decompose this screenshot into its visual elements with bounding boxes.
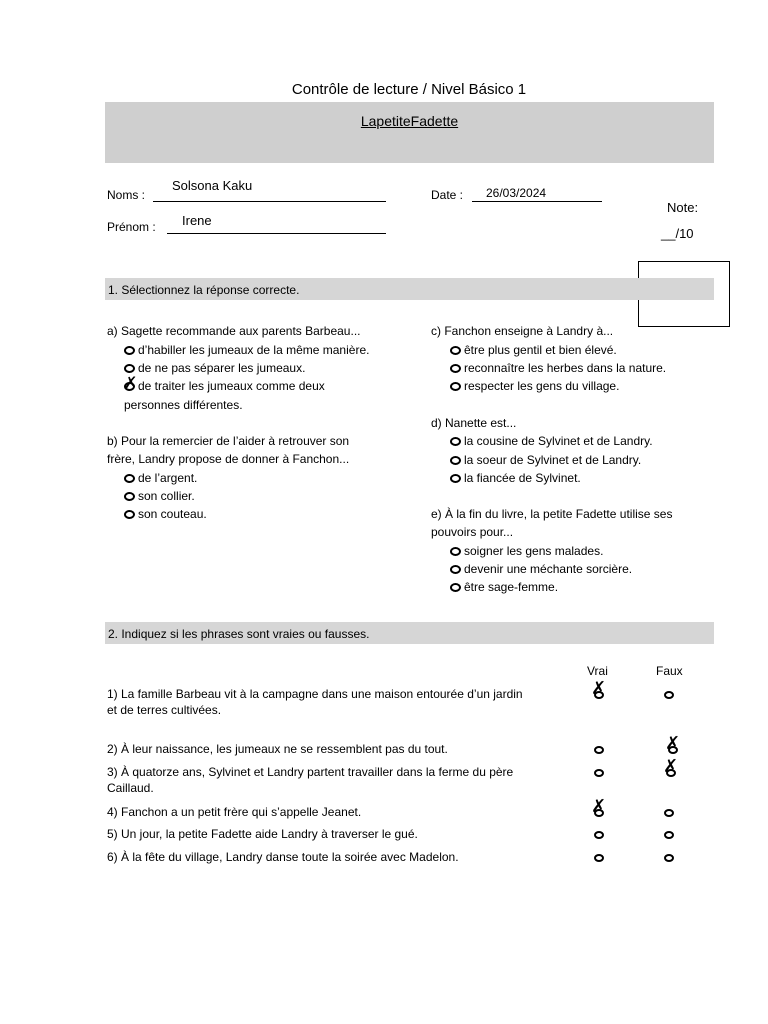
radio-icon[interactable] [450,437,461,446]
question-a-option-1[interactable]: d’habiller les jumeaux de la même manière. [124,343,369,357]
question-e-option-1[interactable]: soigner les gens malades. [450,544,603,558]
statement-1: 1) La famille Barbeau vit à la campagne dans une maison entourée d’un jardin [107,687,523,701]
faux-column-header: Faux [656,664,683,678]
date-line [472,201,602,202]
vrai-column-header: Vrai [587,664,608,678]
statement-4-vrai-checked-icon[interactable]: ✗ [591,796,607,817]
question-b-option-3[interactable]: son couteau. [124,507,207,521]
question-e-option-2[interactable]: devenir une méchante sorcière. [450,562,632,576]
question-a-option-3-continuation: personnes différentes. [124,398,243,412]
checked-radio-icon[interactable] [124,382,135,391]
question-d-option-2[interactable]: la soeur de Sylvinet et de Landry. [450,453,641,467]
statement-1-faux-radio-icon[interactable] [664,691,674,696]
date-value[interactable]: 26/03/2024 [486,186,547,200]
date-label: Date : [431,188,464,202]
statement-3: 3) À quatorze ans, Sylvinet et Landry partent travailler dans la ferme du père [107,765,514,779]
question-d-option-3[interactable]: la fiancée de Sylvinet. [450,471,581,485]
question-c-prompt: c) Fanchon enseigne à Landry à... [431,324,614,338]
statement-3-vrai-radio-icon[interactable] [594,769,604,774]
question-b-prompt-line2: frère, Landry propose de donner à Fanchon... [107,452,350,466]
question-c-option-3[interactable]: respecter les gens du village. [450,379,619,393]
radio-icon[interactable] [124,510,135,519]
statement-2-faux-checked-icon[interactable]: ✗ [665,733,681,754]
prenom-label: Prénom : [107,220,156,234]
question-a-prompt: a) Sagette recommande aux parents Barbeau... [107,324,361,338]
section-1-heading: 1. Sélectionnez la réponse correcte. [108,283,300,297]
question-a-option-3[interactable]: ✗ de traiter les jumeaux comme deux [124,379,325,393]
radio-icon[interactable] [450,565,461,574]
question-e-option-3[interactable]: être sage-femme. [450,580,558,594]
statement-4: 4) Fanchon a un petit frère qui s’appelle Jeanet. [107,805,362,819]
radio-icon[interactable] [450,346,461,355]
question-b-prompt: b) Pour la remercier de l’aider à retrouver son [107,434,350,448]
question-b-option-2[interactable]: son collier. [124,489,195,503]
question-c-option-1[interactable]: être plus gentil et bien élevé. [450,343,617,357]
radio-icon[interactable] [450,382,461,391]
statement-6-vrai-radio-icon[interactable] [594,854,604,859]
statement-6: 6) À la fête du village, Landry danse toute la soirée avec Madelon. [107,850,459,864]
statement-5: 5) Un jour, la petite Fadette aide Landry à traverser le gué. [107,827,418,841]
statement-5-faux-radio-icon[interactable] [664,831,674,836]
statement-2: 2) À leur naissance, les jumeaux ne se ressemblent pas du tout. [107,742,448,756]
question-e-prompt: e) À la fin du livre, la petite Fadette utilise ses [431,507,673,521]
question-b-option-1[interactable]: de l’argent. [124,471,197,485]
note-label: Note: [667,200,699,215]
radio-icon[interactable] [450,547,461,556]
statement-4-faux-radio-icon[interactable] [664,809,674,814]
book-title-banner [105,102,714,163]
page-title: Contrôle de lecture / Nivel Básico 1 [291,81,527,98]
noms-label: Noms : [107,188,146,202]
radio-icon[interactable] [124,492,135,501]
section-1-header [105,278,714,300]
radio-icon[interactable] [450,456,461,465]
book-title: LapetiteFadette [360,113,459,129]
statement-2-vrai-radio-icon[interactable] [594,746,604,751]
question-d-option-1[interactable]: la cousine de Sylvinet et de Landry. [450,434,653,448]
noms-value[interactable]: Solsona Kaku [172,178,253,193]
prenom-line [167,233,386,234]
statement-5-vrai-radio-icon[interactable] [594,831,604,836]
question-e-prompt-line2: pouvoirs pour... [431,525,514,539]
noms-line [153,201,386,202]
question-c-option-2[interactable]: reconnaître les herbes dans la nature. [450,361,666,375]
statement-6-faux-radio-icon[interactable] [664,854,674,859]
radio-icon[interactable] [124,346,135,355]
statement-3-line2: Caillaud. [107,781,154,795]
prenom-value[interactable]: Irene [182,213,212,228]
statement-3-faux-checked-icon[interactable]: ✗ [663,756,679,777]
note-value: __/10 [661,226,694,241]
statement-1-vrai-checked-icon[interactable]: ✗ [591,678,607,699]
radio-icon[interactable] [124,364,135,373]
statement-1-line2: et de terres cultivées. [107,703,222,717]
section-2-heading: 2. Indiquez si les phrases sont vraies ou fausses. [108,627,370,641]
question-a-option-2[interactable]: de ne pas séparer les jumeaux. [124,361,305,375]
radio-icon[interactable] [124,474,135,483]
radio-icon[interactable] [450,474,461,483]
radio-icon[interactable] [450,583,461,592]
question-d-prompt: d) Nanette est... [431,416,517,430]
radio-icon[interactable] [450,364,461,373]
section-2-header [105,622,714,644]
